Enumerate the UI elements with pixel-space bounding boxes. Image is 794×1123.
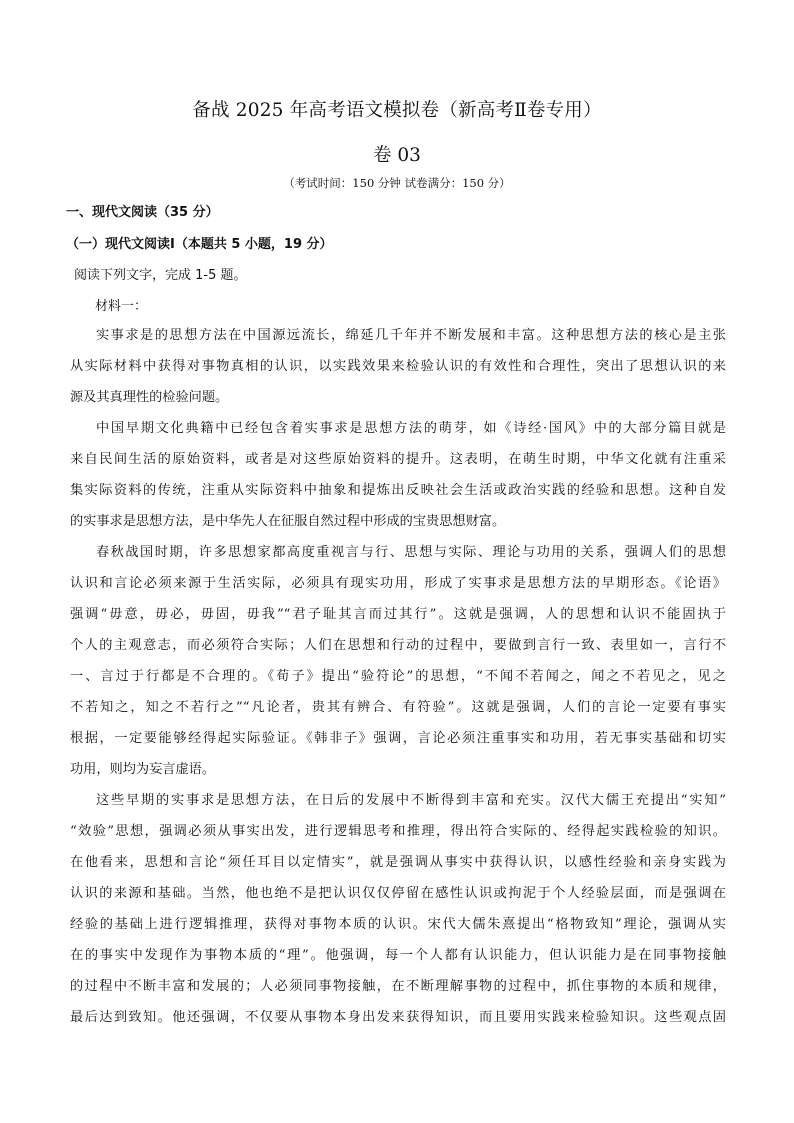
body-line: 个人的主观意志，而必须符合实际；人们在思想和行动的过程中，要做到言行一致、表里如一，言行不 bbox=[70, 638, 726, 653]
body-line: 春秋战国时期，许多思想家都高度重视言与行、思想与实际、理论与功用的关系，强调人们的思想 bbox=[96, 545, 726, 560]
body-line: 的过程中不断丰富和发展的；人必须同事物接触，在不断理解事物的过程中，抓住事物的本质和规律， bbox=[70, 979, 726, 994]
body-line: “效验”思想，强调必须从事实出发，进行逻辑思考和推理，得出符合实际的、经得起实践检验的知识。 bbox=[70, 824, 726, 839]
page-title: 备战 2025 年高考语文模拟卷（新高考Ⅱ卷专用） bbox=[192, 100, 602, 121]
paper-number: 卷 03 bbox=[373, 145, 421, 166]
body-line: 认识的来源和基础。当然，他也绝不是把认识仅仅停留在感性认识或拘泥于个人经验层面，而是强调在 bbox=[70, 886, 726, 901]
body-line: 在的事实中发现作为事物本质的“理”。他强调，每一个人都有认识能力，但认识能力是在同事物接触 bbox=[70, 948, 726, 963]
section-heading: 一、现代文阅读（35 分） bbox=[66, 205, 219, 220]
exam-meta: （考试时间：150 分钟 试卷满分：150 分） bbox=[283, 176, 511, 190]
body-line: 不若知之，知之不若行之”“凡论者，贵其有辨合、有符验”。这就是强调，人们的言论一定要有事实 bbox=[70, 700, 726, 715]
body-line: 实事求是的思想方法在中国源远流长，绵延几千年并不断发展和丰富。这种思想方法的核心是主张 bbox=[96, 328, 726, 343]
body-line: 最后达到致知。他还强调，不仅要从事物本身出发来获得知识，而且要用实践来检验知识。这些观点固 bbox=[70, 1010, 726, 1025]
body-line: 来自民间生活的原始资料，或者是对这些原始资料的提升。这表明，在萌生时期，中华文化就有注重采 bbox=[70, 452, 726, 467]
body-line: 功用，则均为妄言虚语。 bbox=[70, 762, 216, 777]
body-line: 这些早期的实事求是思想方法，在日后的发展中不断得到丰富和充实。汉代大儒王充提出“实知” bbox=[96, 793, 726, 808]
body-line: 集实际资料的传统，注重从实际资料中抽象和提炼出反映社会生活或政治实践的经验和思想。这种自发 bbox=[70, 483, 726, 498]
body-line: 在他看来，思想和言论“须任耳目以定情实”，就是强调从事实中获得认识，以感性经验和亲身实践为 bbox=[70, 855, 726, 870]
body-line: 源及其真理性的检验问题。 bbox=[70, 390, 229, 405]
reading-instruction: 阅读下列文字，完成 1-5 题。 bbox=[74, 268, 247, 283]
body-line: 根据，一定要能够经得起实际验证。《韩非子》强调，言论必须注重事实和功用，若无事实基础和切实 bbox=[70, 731, 726, 746]
body-line: 认识和言论必须来源于生活实际，必须具有现实功用，形成了实事求是思想方法的早期形态。《论语》 bbox=[70, 576, 726, 591]
body-line: 的实事求是思想方法，是中华先人在征服自然过程中形成的宝贵思想财富。 bbox=[70, 514, 506, 529]
subsection-heading: （一）现代文阅读Ⅰ（本题共 5 小题，19 分） bbox=[66, 237, 333, 252]
body-line: 从实际材料中获得对事物真相的认识，以实践效果来检验认识的有效性和合理性，突出了思想认识的来 bbox=[70, 359, 726, 374]
body-line: 强调“毋意，毋必，毋固，毋我”“君子耻其言而过其行”。这就是强调，人的思想和认识不能固执于 bbox=[70, 607, 726, 622]
body-line: 一、言过于行都是不合理的。《荀子》提出“验符论”的思想，“不闻不若闻之，闻之不若见之，见之 bbox=[70, 669, 726, 684]
material-label: 材料一： bbox=[95, 299, 148, 314]
body-line: 中国早期文化典籍中已经包含着实事求是思想方法的萌芽，如《诗经·国风》中的大部分篇目就是 bbox=[96, 421, 726, 436]
body-line: 经验的基础上进行逻辑推理，获得对事物本质的认识。宋代大儒朱熹提出“格物致知”理论，强调从实 bbox=[70, 917, 726, 932]
